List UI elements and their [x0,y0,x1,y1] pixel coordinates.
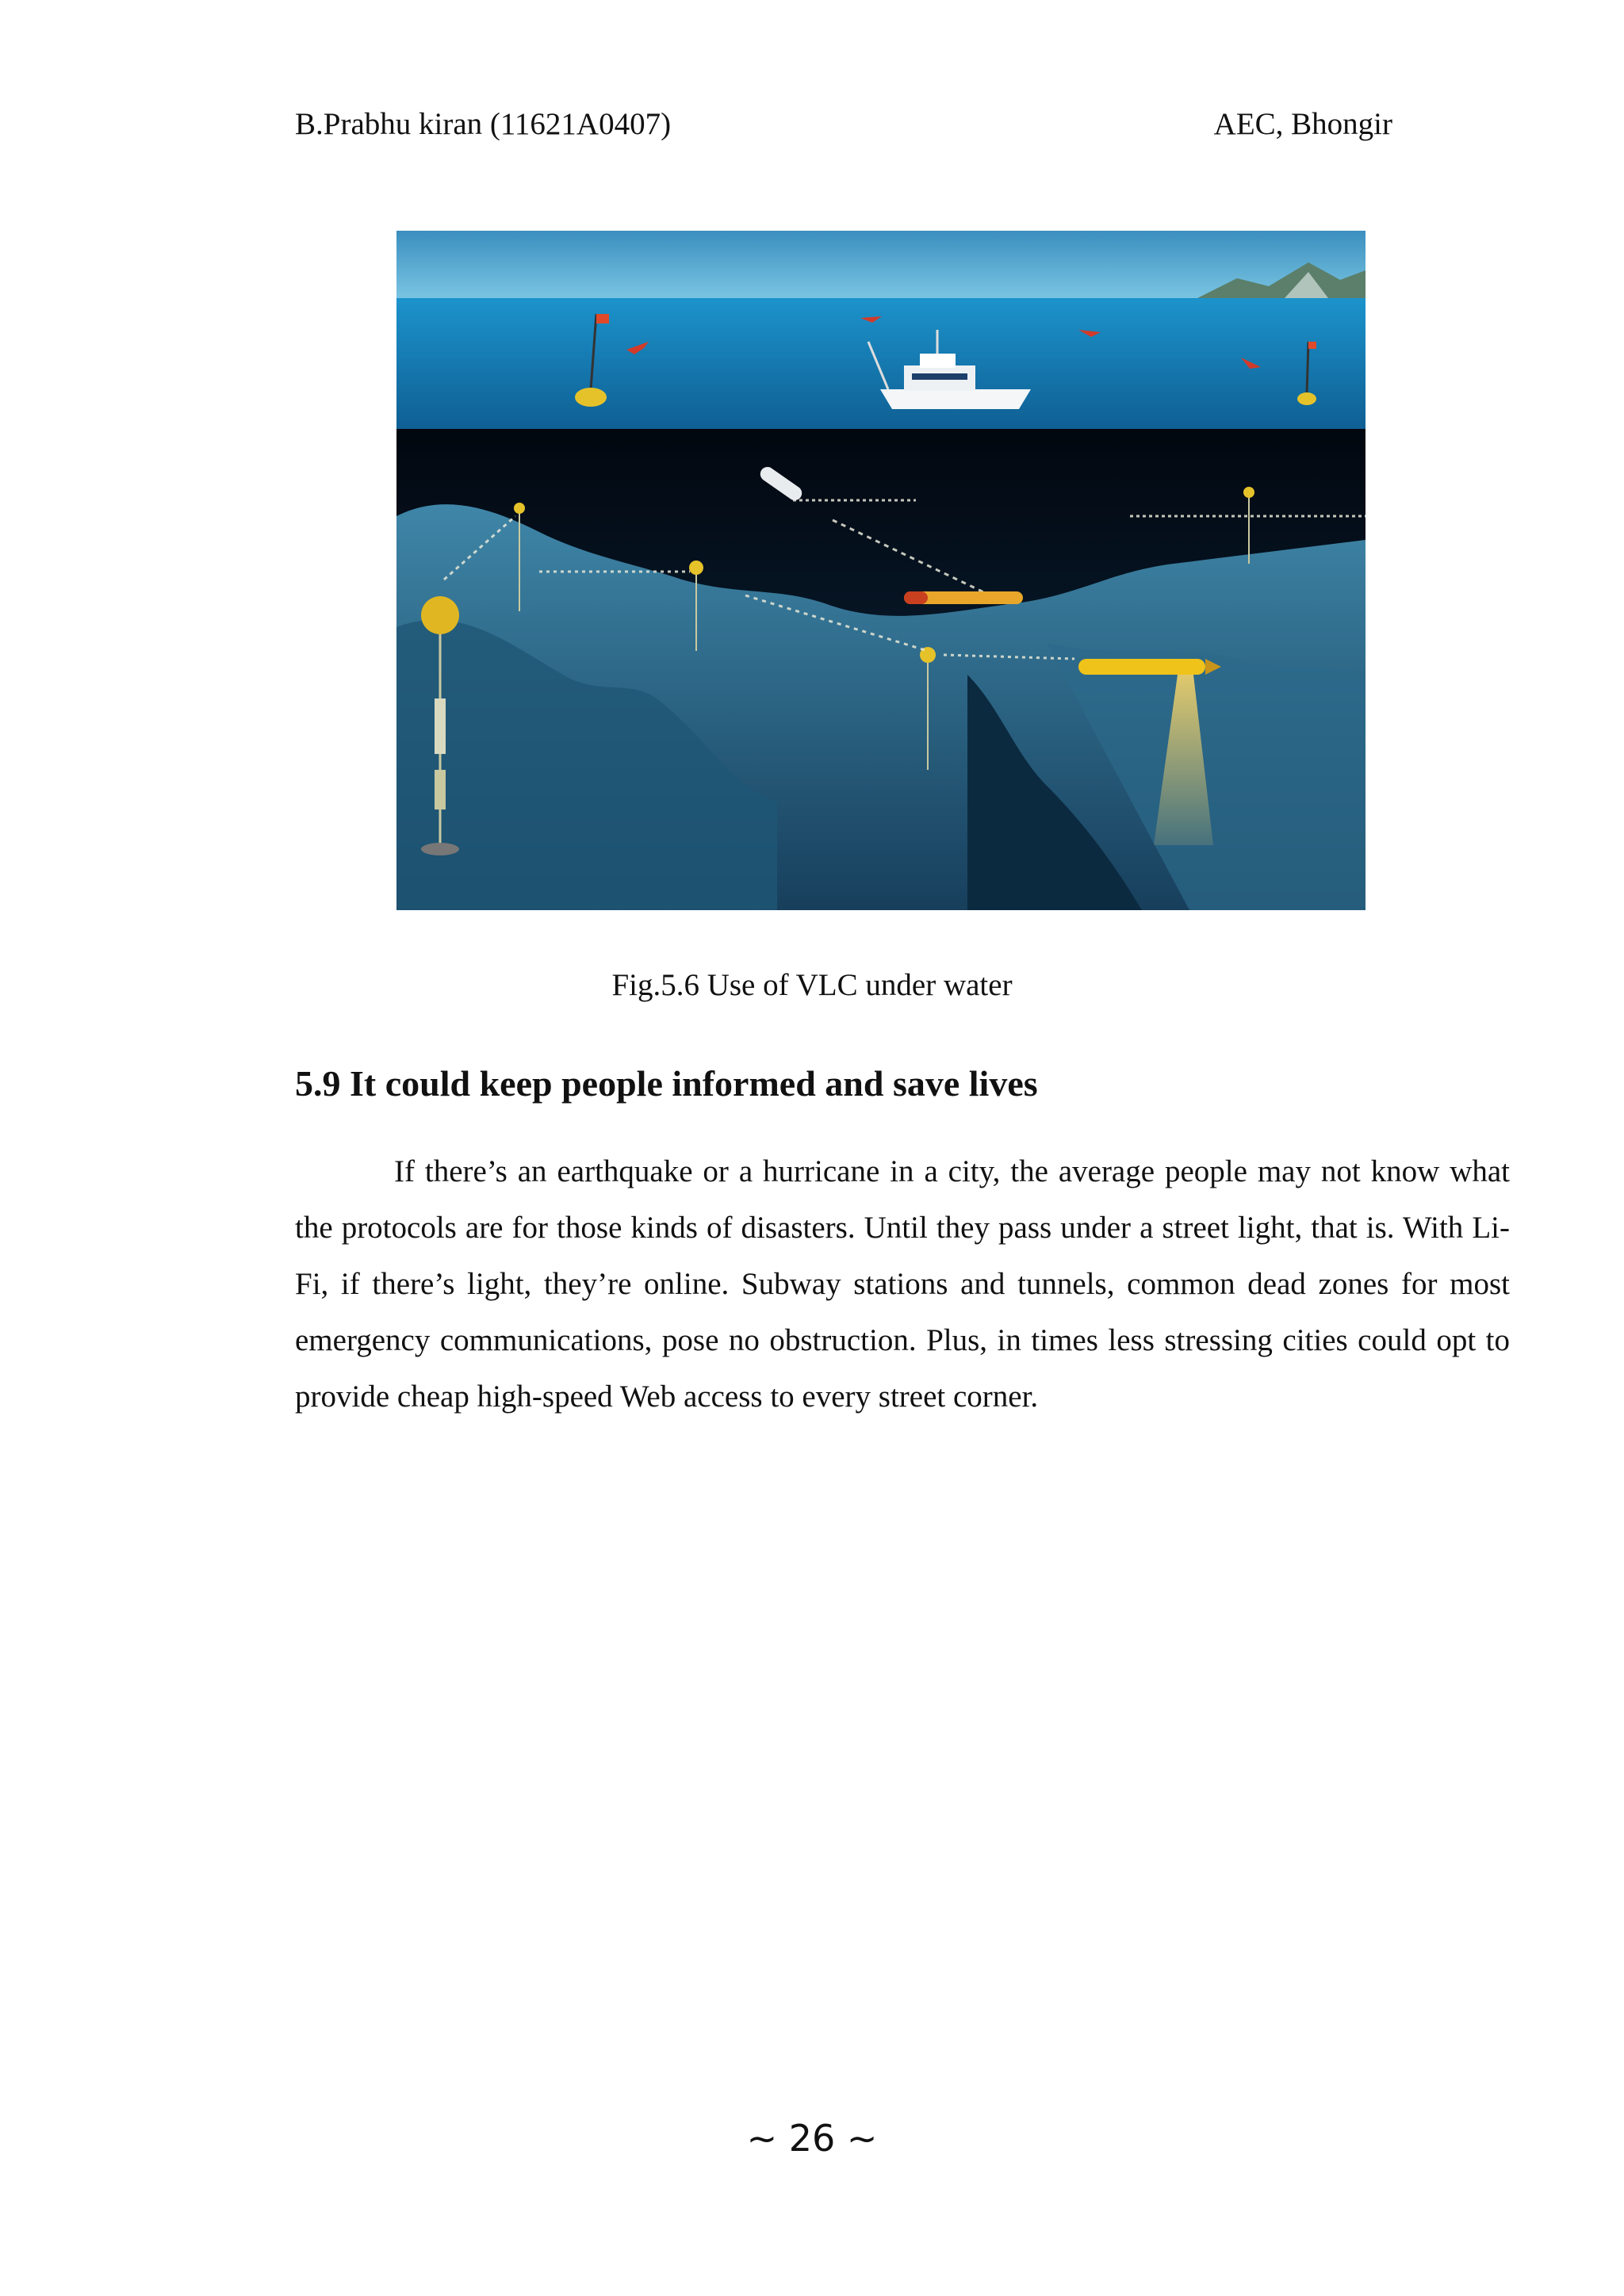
auv-orange [904,591,1023,604]
section-heading: 5.9 It could keep people informed and save lives [295,1063,1038,1104]
figure-caption: Fig.5.6 Use of VLC under water [611,968,1013,1002]
page-number: ~ 26 ~ [746,2117,878,2160]
header-institution: AEC, Bhongir [1213,107,1392,141]
auv-yellow [1078,659,1221,675]
body-paragraph: If there’s an earthquake or a hurricane in a city, the average people may not know what the protocols are for those kinds of disasters. Until they pass under a street light, that is. With Li-Fi, if there’s light, they’re online. Subway stations and tunnels, common dead zones for most emergency communications, pose no obstruction. Plus, in times less stressing cities could opt to provide cheap high-speed Web access to every street corner. [295,1154,1510,1414]
underwater-vlc-figure [396,231,1365,910]
mooring-left-float [421,596,459,634]
header-author: B.Prabhu kiran (11621A0407) [295,107,672,141]
sea-surface [396,298,1365,429]
